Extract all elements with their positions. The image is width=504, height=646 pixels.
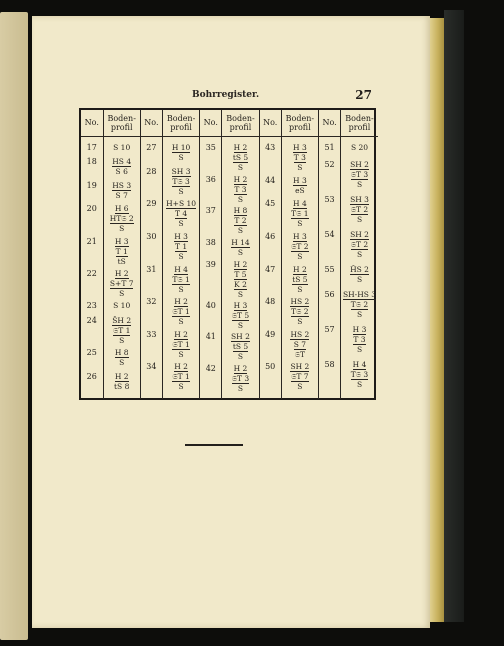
soil-profile (283, 199, 317, 228)
profile-layer: S 10 (113, 143, 131, 152)
profile-layer: H 2 (293, 264, 307, 274)
soil-profile (164, 265, 198, 294)
profile-layer: H 2 (233, 174, 248, 184)
profile-layer: S (119, 335, 125, 345)
soil-profile (223, 238, 257, 257)
soil-profile (223, 175, 257, 204)
profile-layer: S (178, 382, 184, 392)
profile-layer: H 14 (231, 237, 250, 247)
header-profile (281, 110, 318, 137)
bore-number: 52 (324, 159, 335, 169)
soil-profile (164, 199, 198, 228)
soil-profile (105, 348, 139, 367)
profile-column (341, 137, 378, 399)
bore-number: 27 (146, 143, 157, 152)
profile-layer: S (356, 380, 363, 390)
soil-profile (283, 232, 317, 261)
soil-profile (342, 230, 377, 259)
profile-layer: S (178, 186, 184, 196)
bore-number: 38 (205, 237, 216, 247)
profile-layer: S (119, 224, 125, 234)
header-profile-line: Boden- (166, 113, 196, 123)
bore-number: 50 (265, 362, 276, 372)
profile-layer: HS 3 (112, 180, 132, 190)
profile-layer: SH 3 (350, 194, 369, 204)
profile-layer: T 2 (234, 216, 247, 225)
page-header (32, 88, 430, 104)
profile-layer: S (356, 310, 363, 320)
soil-profile (283, 330, 317, 359)
soil-profile (105, 301, 139, 310)
bore-number: 55 (324, 264, 335, 274)
profile-layer: H 3 (233, 300, 248, 310)
bore-number: 44 (265, 175, 276, 185)
profile-layer: T𝔖 2 (350, 300, 369, 310)
bore-number: 45 (265, 199, 276, 209)
closing-rule (185, 444, 243, 446)
soil-profile (223, 260, 257, 299)
profile-layer: H 3 (114, 236, 129, 246)
soil-profile (283, 362, 317, 391)
soil-profile (283, 297, 317, 326)
soil-profile (283, 143, 317, 172)
profile-layer: S (237, 290, 244, 299)
profile-layer: S (237, 352, 244, 361)
running-title: Bohrregister. (192, 90, 260, 100)
profile-layer: 𝔖T 1 (172, 372, 190, 382)
profile-layer: S+T 7 (109, 279, 134, 288)
number-column (141, 137, 162, 399)
profile-layer: SH 2 (231, 332, 250, 341)
profile-layer: H 2 (114, 269, 129, 278)
profile-layer: H 3 (293, 143, 307, 152)
bore-number: 39 (205, 260, 216, 269)
header-profile-line: profil (229, 123, 252, 132)
profile-layer: SH 3 (171, 166, 191, 176)
bore-number: 18 (86, 157, 97, 167)
profile-layer: S (178, 349, 184, 359)
profile-layer: S (237, 226, 244, 235)
profile-layer: tS 5 (232, 342, 249, 351)
bore-number: 31 (146, 264, 157, 274)
soil-profile (105, 372, 139, 391)
profile-layer: S (237, 320, 244, 330)
bore-number: 20 (86, 204, 97, 214)
profile-layer: H 3 (174, 231, 188, 241)
profile-layer: H 4 (352, 360, 367, 370)
header-profile (103, 110, 140, 137)
profile-layer: H 3 (293, 231, 307, 241)
header-profile (222, 110, 259, 137)
profile-layer: SH 2 (350, 159, 369, 169)
header-no: No. (81, 110, 103, 137)
profile-layer: T 3 (353, 335, 366, 345)
profile-layer: H 2 (174, 362, 188, 372)
profile-layer: S 7 (115, 190, 128, 200)
soil-profile (342, 160, 377, 189)
profile-layer: SH-HS 3 (342, 290, 377, 300)
soil-profile (223, 364, 257, 393)
number-column (260, 137, 281, 399)
bore-number: 36 (205, 174, 216, 184)
profile-layer: K 2 (234, 280, 247, 289)
bore-number: 25 (86, 348, 97, 358)
bore-number: 22 (86, 269, 97, 278)
soil-profile (164, 330, 198, 359)
profile-layer: T𝔖 3 (350, 370, 369, 380)
profile-layer: S 7 (293, 339, 307, 349)
bore-number: 21 (86, 236, 97, 246)
profile-layer: S 6 (115, 167, 128, 177)
profile-layer: HS 2 (290, 297, 310, 307)
soil-profile (342, 325, 377, 354)
bore-number: 47 (265, 264, 276, 274)
profile-layer: S (356, 274, 363, 284)
profile-layer: S (297, 382, 303, 392)
profile-column (104, 137, 140, 399)
profile-layer: 𝔖T 3 (231, 373, 250, 383)
profile-layer: S (356, 249, 363, 259)
header-profile-line: Boden- (107, 113, 136, 123)
profile-layer: 𝔖T 2 (350, 204, 369, 214)
profile-layer: S (178, 317, 184, 327)
left-page-spine (0, 12, 28, 640)
bore-number: 37 (205, 206, 216, 215)
profile-layer: H 2 (233, 363, 248, 373)
profile-layer: tS 5 (232, 153, 249, 162)
bore-number: 51 (324, 143, 335, 152)
profile-layer: 𝔖T (294, 349, 305, 359)
profile-layer: H 2 (233, 260, 248, 269)
profile-layer: HT𝔖 2 (109, 214, 134, 224)
profile-layer: S (237, 383, 244, 393)
profile-layer: S (297, 284, 303, 294)
profile-layer: T𝔖 1 (291, 209, 309, 219)
profile-layer: H 10 (171, 143, 191, 152)
profile-layer: S (356, 214, 363, 224)
bore-number: 46 (265, 231, 276, 241)
header-no: No. (319, 110, 341, 137)
profile-layer: SH 2 (290, 362, 310, 372)
header-profile-line: profil (110, 123, 133, 132)
bore-number: 34 (146, 362, 157, 372)
bore-number: 28 (146, 166, 157, 176)
profile-layer: T 3 (234, 184, 247, 194)
profile-layer: S (237, 163, 244, 172)
profile-layer: S (237, 247, 244, 257)
soil-profile (164, 297, 198, 326)
bore-number: 57 (324, 325, 335, 335)
bore-number: 35 (205, 143, 216, 152)
soil-profile (342, 195, 377, 224)
profile-layer: H+S 10 (166, 199, 197, 209)
bore-number: 42 (205, 363, 216, 373)
profile-column (282, 137, 318, 399)
profile-layer: 𝔖T 5 (231, 310, 250, 320)
soil-profile (105, 181, 139, 200)
table-body-row (81, 137, 378, 400)
profile-layer: H 2 (114, 371, 129, 381)
soil-profile (164, 143, 198, 162)
profile-layer: T 4 (175, 209, 188, 219)
profile-layer: S (356, 179, 363, 189)
soil-profile (223, 143, 257, 172)
profile-layer: S (178, 284, 184, 294)
profile-layer: T 5 (234, 270, 247, 279)
profile-layer: ĤS 2 (350, 264, 369, 274)
profile-layer: 𝔖T 1 (172, 307, 190, 317)
profile-layer: S (119, 358, 125, 368)
soil-profile (105, 143, 139, 152)
header-no: No. (259, 110, 281, 137)
profile-layer: H 4 (174, 264, 188, 274)
profile-layer: S 20 (350, 143, 369, 152)
profile-layer: HS 2 (290, 329, 310, 339)
profile-layer: S (178, 219, 184, 229)
soil-profile (342, 360, 377, 389)
bore-number: 56 (324, 290, 335, 300)
soil-profile (342, 290, 377, 319)
soil-profile (223, 332, 257, 361)
bore-number: 17 (86, 143, 97, 152)
number-column (81, 137, 103, 399)
header-profile-line: Boden- (345, 113, 374, 123)
profile-layer: H 8 (233, 206, 248, 215)
header-profile (162, 110, 199, 137)
soil-profile (342, 265, 377, 284)
soil-profile (105, 269, 139, 298)
soil-profile (105, 157, 139, 176)
profile-layer: tS 5 (292, 274, 308, 284)
profile-layer: H 8 (114, 348, 129, 358)
profile-layer: eS (295, 185, 305, 195)
profile-layer: S (178, 251, 184, 261)
profile-layer: tS (117, 256, 126, 266)
bore-number: 24 (86, 315, 97, 325)
profile-layer: T 1 (115, 246, 128, 256)
profile-layer: S (297, 163, 303, 172)
soil-profile (283, 265, 317, 294)
soil-profile (342, 143, 377, 152)
soil-profile (283, 176, 317, 195)
book-page (32, 16, 430, 628)
profile-layer: 𝔖T 3 (350, 169, 369, 179)
bore-number: 19 (86, 180, 97, 190)
number-column (200, 137, 221, 399)
soil-profile (105, 316, 139, 345)
profile-layer: 𝔖T 1 (112, 325, 131, 335)
page-number: 27 (355, 88, 372, 102)
profile-layer: 𝔖T 1 (172, 339, 190, 349)
profile-layer: T 1 (175, 241, 188, 251)
bore-number: 30 (146, 231, 157, 241)
profile-layer: T𝔖 3 (172, 176, 190, 186)
profile-layer: H 2 (174, 297, 188, 307)
header-profile-line: profil (170, 123, 192, 132)
bore-number: 41 (205, 332, 216, 341)
header-profile-line: Boden- (226, 113, 255, 123)
profile-layer: tS 8 (114, 381, 130, 391)
header-profile-line: profil (289, 123, 311, 132)
profile-layer: S (237, 194, 244, 204)
soil-profile (223, 206, 257, 235)
profile-column (222, 137, 258, 399)
profile-layer: H 2 (174, 329, 188, 339)
profile-layer: H 3 (293, 175, 307, 185)
profile-layer: HS 4 (112, 157, 132, 167)
profile-layer: H 4 (293, 199, 307, 209)
bore-number: 23 (86, 301, 97, 311)
header-no: No. (140, 110, 162, 137)
profile-layer: S (356, 345, 363, 355)
profile-layer: T𝔖 1 (172, 274, 190, 284)
soil-profile (223, 301, 257, 330)
soil-profile (105, 237, 139, 266)
header-profile (341, 110, 378, 137)
number-column (319, 137, 340, 399)
profile-layer: S (119, 289, 125, 298)
profile-layer: T 3 (293, 153, 306, 162)
profile-layer: H 3 (352, 325, 367, 335)
bore-number: 48 (265, 297, 276, 307)
bore-number: 26 (86, 371, 97, 381)
profile-layer: 𝔖T 2 (350, 239, 369, 249)
table-header-row (81, 110, 378, 137)
bore-number: 49 (265, 329, 276, 339)
soil-profile (164, 167, 198, 196)
bore-number: 53 (324, 194, 335, 204)
bore-number: 54 (324, 229, 335, 239)
profile-layer: H 2 (233, 143, 248, 152)
profile-layer: S 10 (113, 301, 131, 311)
bore-number: 43 (265, 143, 276, 152)
bore-number: 32 (146, 297, 157, 307)
book-cover (444, 10, 464, 622)
profile-layer: 𝔖T 7 (291, 372, 309, 382)
borehole-register-table (79, 108, 376, 400)
bore-number: 40 (205, 300, 216, 310)
profile-layer: S (178, 153, 184, 162)
header-no: No. (200, 110, 222, 137)
bore-number: 33 (146, 329, 157, 339)
header-profile-line: Boden- (285, 113, 315, 123)
profile-layer: S (297, 219, 303, 229)
profile-layer: H 6 (114, 204, 129, 214)
profile-layer: SH 2 (350, 229, 369, 239)
profile-layer: S (297, 317, 303, 327)
profile-layer: T𝔖 2 (291, 307, 309, 317)
soil-profile (164, 362, 198, 391)
header-profile-line: profil (348, 123, 371, 132)
soil-profile (164, 232, 198, 261)
page-edge (428, 18, 444, 622)
soil-profile (105, 204, 139, 233)
profile-layer: 𝔖T 2 (291, 241, 309, 251)
bore-number: 29 (146, 199, 157, 209)
profile-layer: S (297, 251, 303, 261)
bore-number: 58 (324, 360, 335, 370)
profile-column (163, 137, 199, 399)
profile-layer: ŜH 2 (112, 315, 132, 325)
